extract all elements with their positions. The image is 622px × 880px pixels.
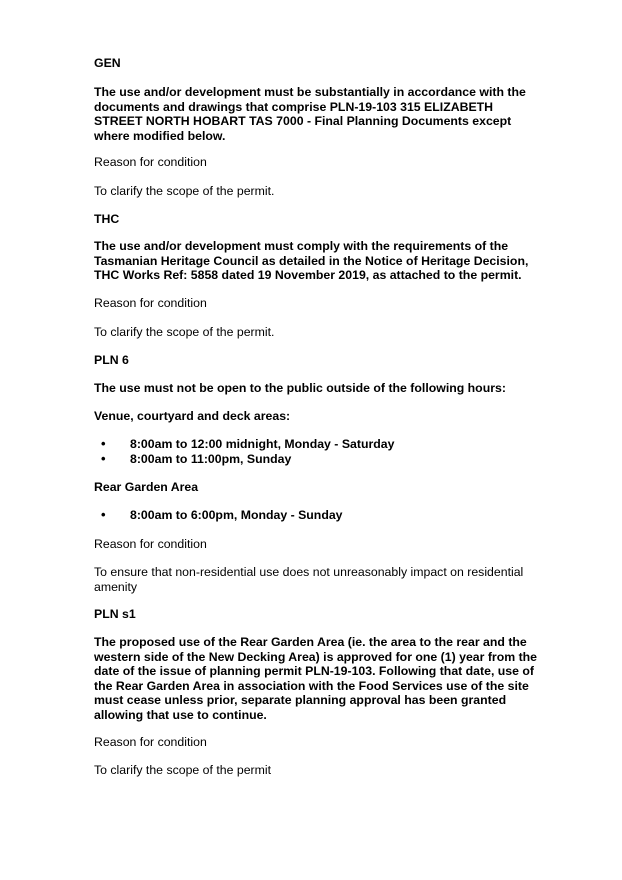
list-item-hours-1: 8:00am to 12:00 midnight, Monday - Saturday [130, 437, 395, 451]
condition-code-gen: GEN [94, 56, 121, 70]
condition-text-pln6: The use must not be open to the public outside of the following hours: [94, 381, 506, 395]
reason-label-pln6: Reason for condition [94, 537, 207, 551]
list-item-hours-2: 8:00am to 11:00pm, Sunday [130, 452, 292, 466]
bullet-icon: • [101, 507, 106, 522]
condition-text-plns1: The proposed use of the Rear Garden Area (ie. the area to the rear and the western side of the New Decking Area) is approved for one (1) year from the date of the issue of planning permit PLN-19-103. Following that date, use of the Rear Garden Area in association with the Food Services use of the site must cease unless prior, separate planning approval has been granted allowing that use to continue. [94, 635, 538, 722]
condition-code-thc: THC [94, 212, 120, 226]
condition-text-gen: The use and/or development must be substantially in accordance with the documents and drawings that comprise PLN-19-103 315 ELIZABETH STREET NORTH HOBART TAS 7000 - Final Planning Documents except where modified below. [94, 85, 526, 143]
reason-text-thc: To clarify the scope of the permit. [94, 325, 275, 339]
condition-code-pln6: PLN 6 [94, 353, 129, 367]
reason-label-plns1: Reason for condition [94, 735, 207, 749]
condition-code-plns1: PLN s1 [94, 607, 136, 621]
bullet-icon: • [101, 451, 106, 466]
reason-label-gen: Reason for condition [94, 155, 207, 169]
reason-text-pln6: To ensure that non-residential use does not unreasonably impact on residential amenity [94, 565, 524, 594]
subheading-venue: Venue, courtyard and deck areas: [94, 409, 291, 423]
condition-text-thc: The use and/or development must comply with the requirements of the Tasmanian Heritage Council as detailed in the Notice of Heritage Decision, THC Works Ref: 5858 dated 19 November 2019, as attached to the permit. [94, 239, 529, 283]
list-item-hours-3: 8:00am to 6:00pm, Monday - Sunday [130, 508, 343, 522]
subheading-rear-garden: Rear Garden Area [94, 480, 199, 494]
reason-label-thc: Reason for condition [94, 296, 207, 310]
bullet-icon: • [101, 436, 106, 451]
reason-text-gen: To clarify the scope of the permit. [94, 184, 275, 198]
reason-text-plns1: To clarify the scope of the permit [94, 763, 272, 777]
